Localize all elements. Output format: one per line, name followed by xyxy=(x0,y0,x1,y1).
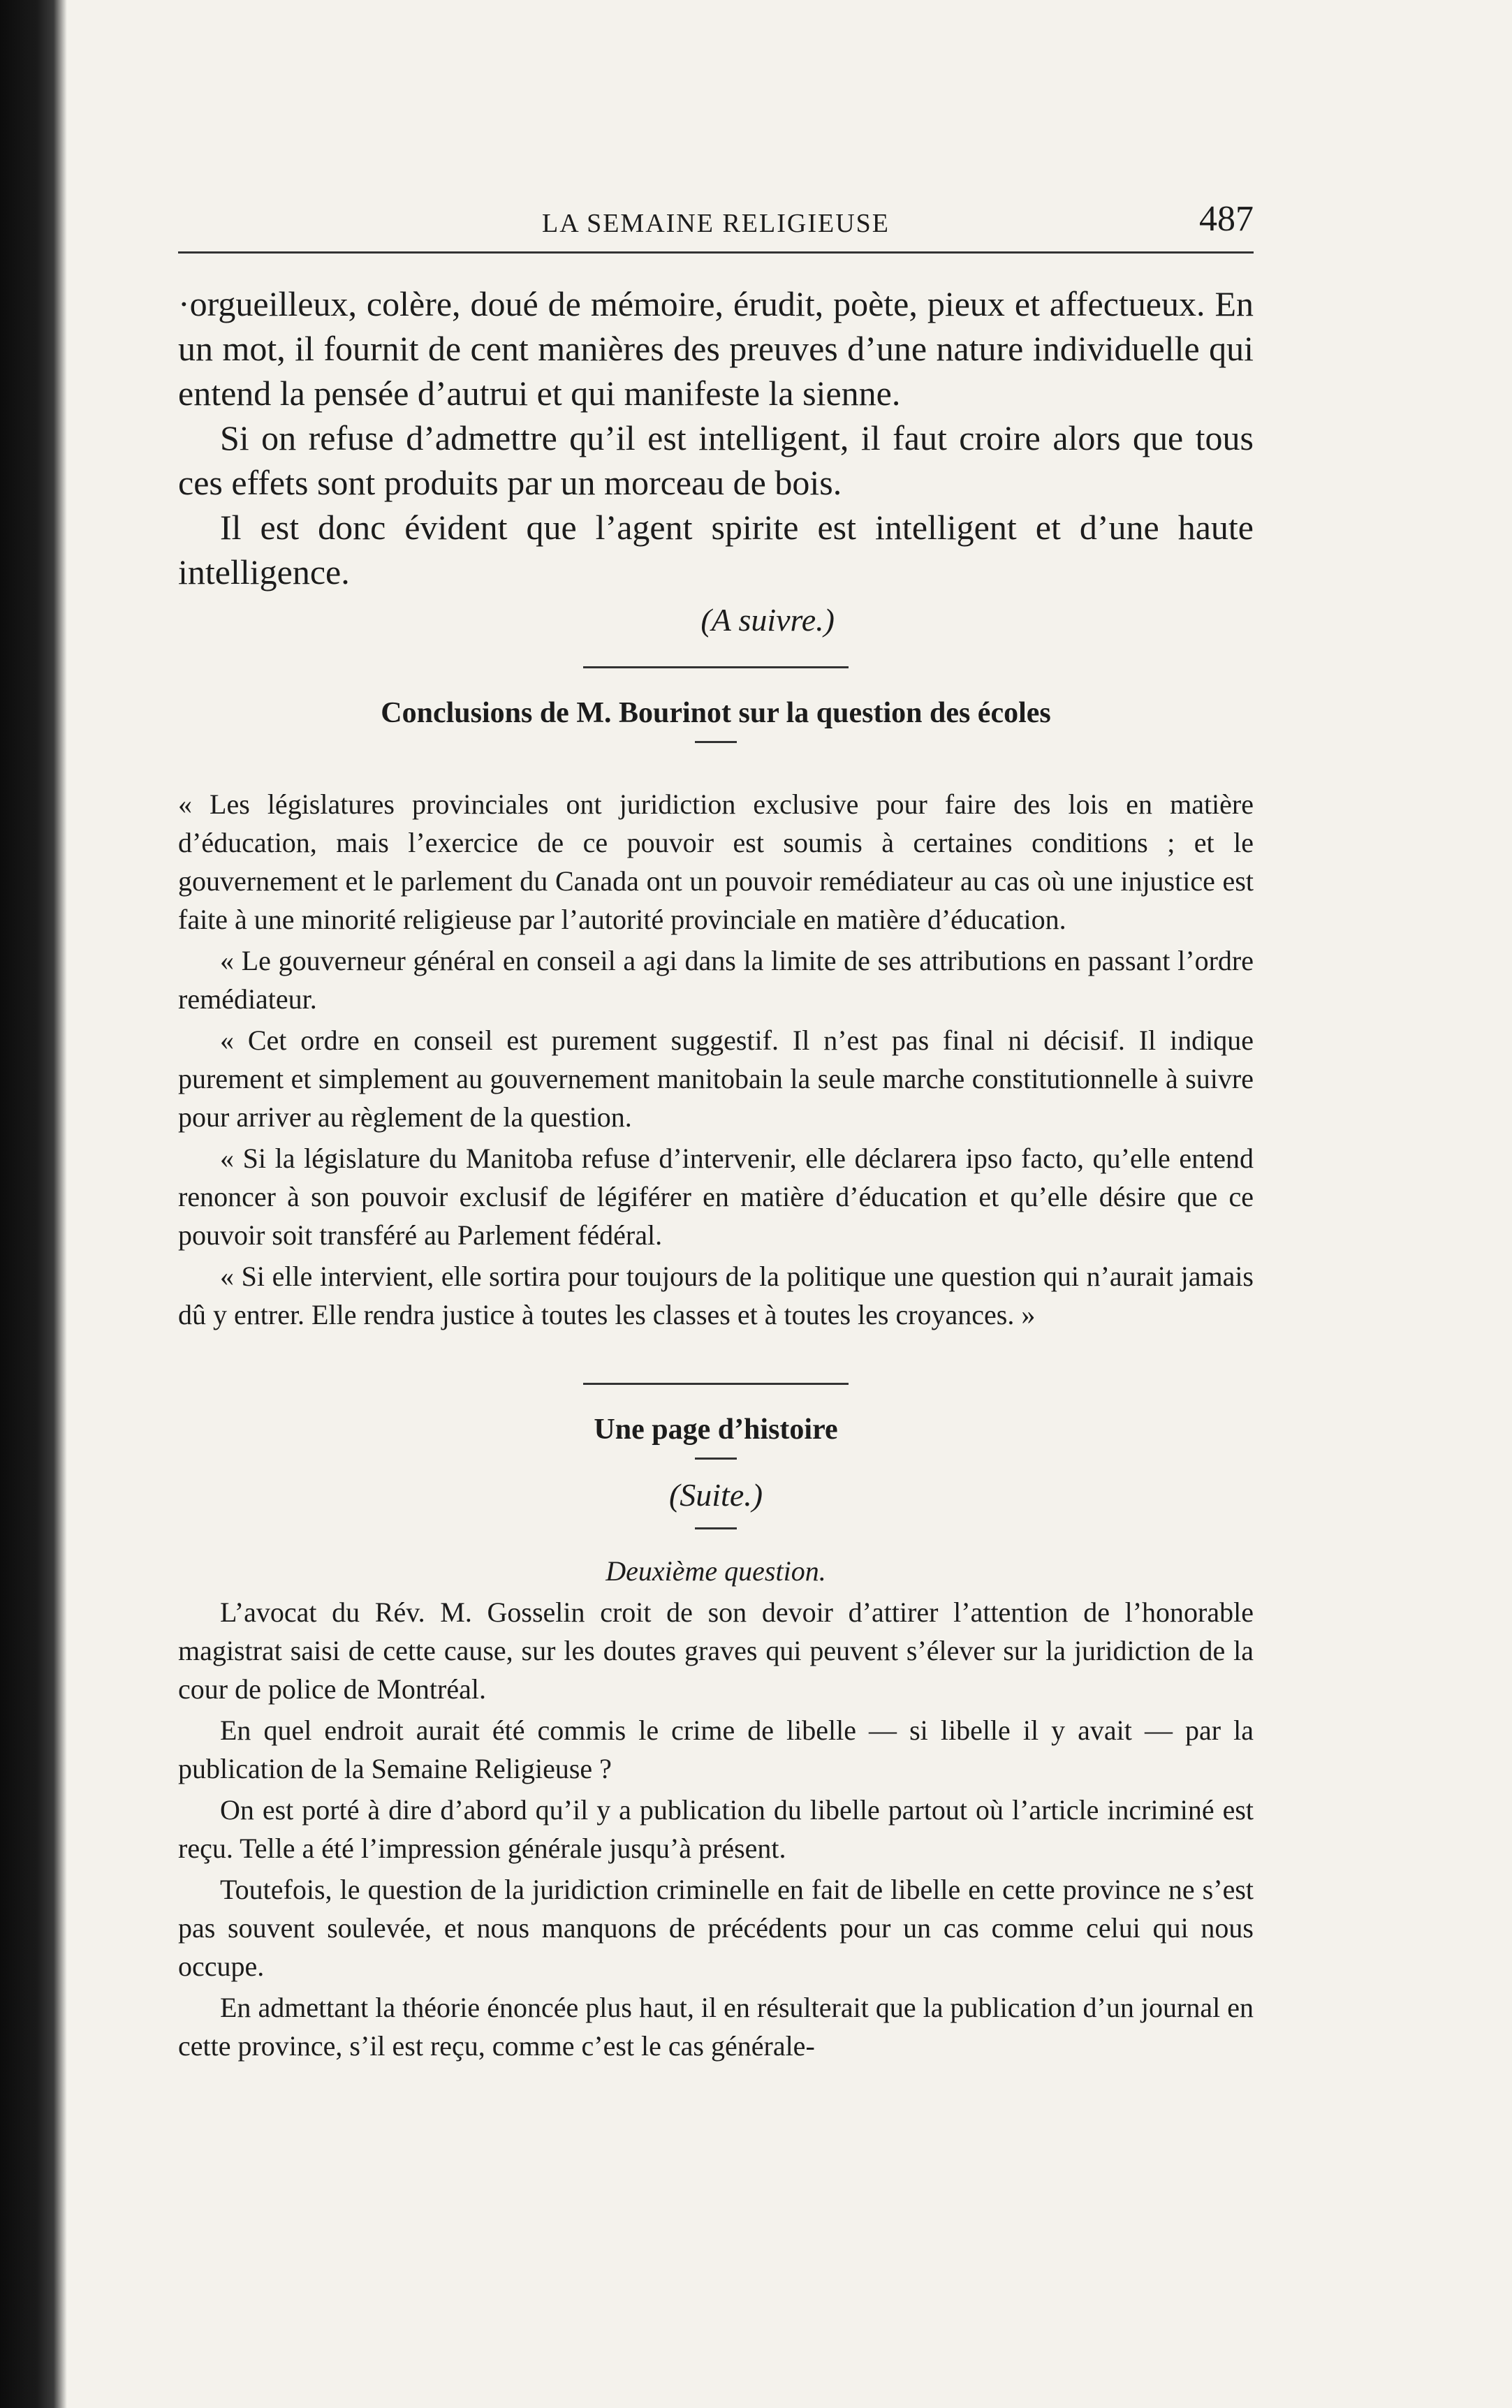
article-spirit-intelligence xyxy=(178,281,1254,638)
section-divider xyxy=(583,1383,849,1385)
running-title: LA SEMAINE RELIGIEUSE xyxy=(542,209,890,238)
paragraph: Il est donc évident que l’agent spirite est intelligent et d’une haute intelligence. xyxy=(178,508,1254,592)
paragraph: Toutefois, le question de la juridiction criminelle en fait de libelle en cette province ne s’est pas souvent soulevée, et nous manquons de précédents pour un cas comme celui qui nous occupe. xyxy=(178,1874,1254,1982)
paragraph: ·orgueilleux, colère, doué de mémoire, érudit, poète, pieux et affectueux. En un mot, il fournit de cent manières des preuves d’une nature individuelle qui entend la pensée d’autrui et qui manifeste la sienne. xyxy=(178,284,1254,413)
title-dash xyxy=(695,1527,737,1529)
running-header xyxy=(178,196,1254,254)
paragraph: En admettant la théorie énoncée plus haut, il en résulterait que la publication d’un journal en cette province, s’il est reçu, comme c’est le cas générale- xyxy=(178,1992,1254,2062)
paragraph: Si on refuse d’admettre qu’il est intelligent, il faut croire alors que tous ces effets sont produits par un morceau de bois. xyxy=(178,418,1254,502)
section-title: Une page d’histoire xyxy=(594,1414,838,1446)
section-divider xyxy=(583,666,849,668)
paragraph: « Le gouverneur général en conseil a agi dans la limite de ses attributions en passant l’ordre remédiateur. xyxy=(178,945,1254,1015)
section-subtitle: (Suite.) xyxy=(668,1477,763,1513)
title-dash xyxy=(695,741,737,743)
paragraph: « Cet ordre en conseil est purement suggestif. Il n’est pas final ni décisif. Il indique purement et simplement au gouvernement manitobain la seule marche constitutionnelle à suivre pour arriver au règlement de la question. xyxy=(178,1025,1254,1133)
subheading: Deuxième question. xyxy=(605,1555,826,1587)
article-page-of-history xyxy=(178,1409,1254,2065)
paragraph: L’avocat du Rév. M. Gosselin croit de son devoir d’attirer l’attention de l’honorable magistrat saisi de cette cause, sur les doutes graves qui peuvent s’élever sur la juridiction de la cour de police de Montréal. xyxy=(178,1596,1254,1705)
paragraph: « Si elle intervient, elle sortira pour toujours de la politique une question qui n’aurait jamais dû y entrer. Elle rendra justice à toutes les classes et à toutes les croyances. » xyxy=(178,1261,1254,1330)
page-number: 487 xyxy=(1199,199,1254,239)
article-bourinot-conclusions xyxy=(178,692,1254,1334)
to-be-continued: (A suivre.) xyxy=(700,602,835,638)
page xyxy=(178,196,1254,2065)
title-dash xyxy=(695,1458,737,1460)
paragraph: En quel endroit aurait été commis le crime de libelle — si libelle il y avait — par la publication de la Semaine Religieuse ? xyxy=(178,1715,1254,1784)
paragraph: On est porté à dire d’abord qu’il y a publication du libelle partout où l’article incriminé est reçu. Telle a été l’impression générale jusqu’à présent. xyxy=(178,1794,1254,1864)
paragraph: « Les législatures provinciales ont juridiction exclusive pour faire des lois en matière d’éducation, mais l’exercice de ce pouvoir est soumis à certaines conditions ; et le gouvernement et le parlement du Canada ont un pouvoir remédiateur au cas où une injustice est faite à une minorité religieuse par l’autorité provinciale en matière d’éducation. xyxy=(178,788,1254,935)
section-title: Conclusions de M. Bourinot sur la question des écoles xyxy=(381,697,1051,729)
paragraph: « Si la législature du Manitoba refuse d’intervenir, elle déclarera ipso facto, qu’elle entend renoncer à son pouvoir exclusif de légiférer en matière d’éducation et qu’elle désire que ce pouvoir soit transféré au Parlement fédéral. xyxy=(178,1143,1254,1251)
book-binding-shadow xyxy=(0,0,67,2408)
